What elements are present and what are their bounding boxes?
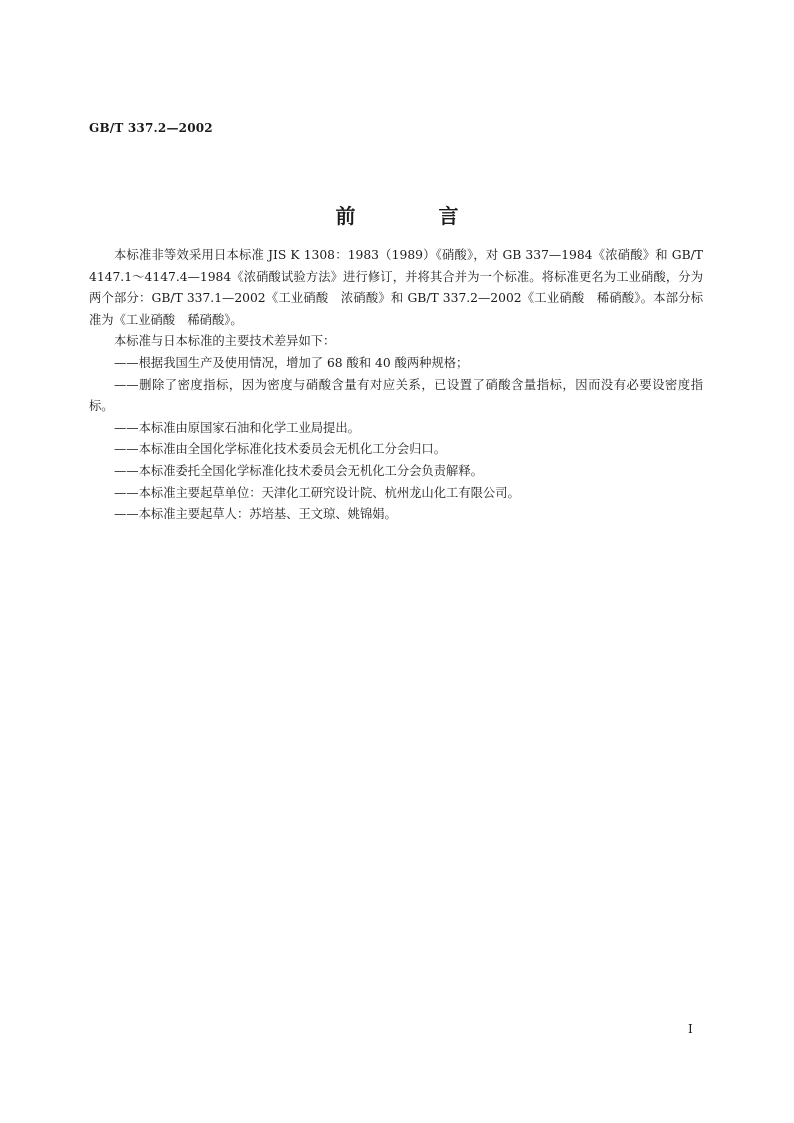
paragraph-adoption: 本标准非等效采用日本标准 JIS K 1308：1983（1989）《硝酸》，对 GB 337—1984《浓硝酸》和 GB/T 4147.1～4147.4—1984《浓硝酸试验方法》进行修订，并将其合并为一个标准。将标准更名为工业硝酸，分为两个部分：GB/T 337.1—2002《工业硝酸 浓硝酸》和 GB/T 337.2—2002《工业硝酸 稀硝酸》。本部分标准为《工业硝酸 稀硝酸》。 xyxy=(89,248,703,327)
paragraph-drafters: ——本标准主要起草人：苏培基、王文琼、姚锦娟。 xyxy=(114,507,397,522)
standard-code: GB/T 337.2—2002 xyxy=(89,121,213,135)
paragraph-difference-2: ——删除了密度指标，因为密度与硝酸含量有对应关系，已设置了硝酸含量指标，因而没有必要设密度指标。 xyxy=(89,377,703,414)
paragraph-drafting-units: ——本标准主要起草单位：天津化工研究设计院、杭州龙山化工有限公司。 xyxy=(114,485,520,500)
paragraph-centralized: ——本标准由全国化学标准化技术委员会无机化工分会归口。 xyxy=(114,442,447,457)
paragraph-proposer: ——本标准由原国家石油和化学工业局提出。 xyxy=(114,420,360,435)
paragraph-interpretation: ——本标准委托全国化学标准化技术委员会无机化工分会负责解释。 xyxy=(114,463,483,478)
paragraph-differences-intro: 本标准与日本标准的主要技术差异如下： xyxy=(114,334,336,349)
page-number: I xyxy=(688,1022,693,1036)
foreword-body xyxy=(89,245,703,526)
page-title: 前 言 xyxy=(335,204,497,228)
paragraph-difference-1: ——根据我国生产及使用情况，增加了 68 酸和 40 酸两种规格； xyxy=(114,355,469,370)
